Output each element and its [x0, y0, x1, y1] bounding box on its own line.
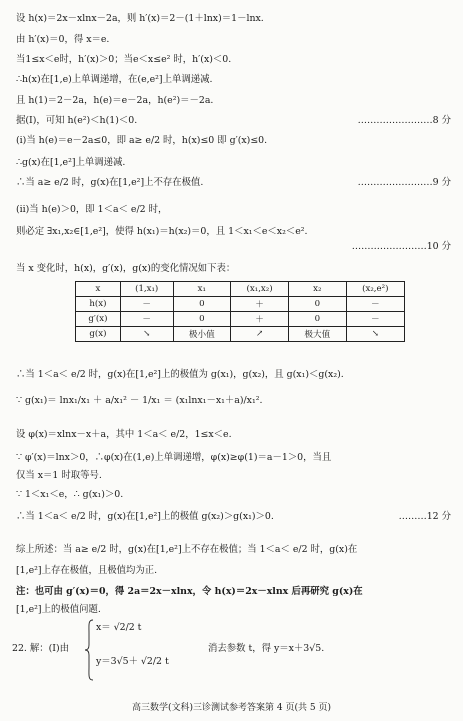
line-22: [1,e²]上存在极值，且极值均为正. — [16, 565, 158, 576]
line-24: [1,e²]上的极值问题. — [16, 604, 101, 615]
table-header-cell: (x₂,e²) — [346, 282, 404, 297]
table-cell: ↗ — [231, 327, 289, 342]
line-4: ∴h(x)在[1,e)上单调递增，在(e,e²]上单调递减. — [16, 74, 213, 85]
line-18: 仅当 x＝1 时取等号. — [16, 470, 102, 481]
line-3: 当1≤x＜e时，h′(x)＞0；当e＜x≤e² 时，h′(x)＜0. — [16, 54, 232, 65]
parametric-eq-y: y＝3√5＋ √2/2 t — [96, 656, 169, 667]
table-cell: 0 — [173, 312, 231, 327]
table-cell: h(x) — [76, 297, 121, 312]
score-mark: ……………………9 分 — [357, 177, 451, 188]
table-cell: － — [120, 312, 173, 327]
variation-table — [75, 281, 405, 342]
line-7: (ⅰ)当 h(e)＝e－2a≤0，即 a≥ e/2 时，h(x)≤0 即 g′(x)≤0. — [16, 135, 268, 146]
parametric-eq-x: x＝ √2/2 t — [96, 622, 142, 633]
line-23: 注：也可由 g′(x)＝0，得 2a＝2x－xlnx，令 h(x)＝2x－xlnx 后再研究 g(x)在 — [16, 586, 363, 597]
table-cell: 0 — [289, 312, 347, 327]
line-20: ∴当 1＜a＜ e/2 时，g(x)在[1,e²]上的极值 g(x₂)＞g(x₁)＞0. ………12 分 — [16, 511, 451, 522]
score-mark: ………12 分 — [398, 511, 451, 522]
table-row — [76, 297, 405, 312]
page-footer: 高三数学(文科)三诊测试参考答案第 4 页(共 5 页) — [132, 703, 331, 713]
table-header-cell: x₁ — [173, 282, 231, 297]
line-19: ∵ 1＜x₁＜e，∴ g(x₁)＞0. — [16, 489, 124, 500]
table-cell: － — [346, 297, 404, 312]
score-mark: ……………………8 分 — [357, 115, 451, 126]
line-13: 当 x 变化时，h(x)，g′(x)，g(x)的变化情况如下表： — [16, 263, 236, 274]
table-row — [76, 327, 405, 342]
eliminate-parameter-text: 消去参数 t，得 y＝x＋3√5. — [208, 643, 325, 654]
line-10: (ⅱ)当 h(e)＞0，即 1＜a＜ e/2 时， — [16, 204, 168, 215]
table-header-cell: (x₁,x₂) — [231, 282, 289, 297]
line-21: 综上所述：当 a≥ e/2 时，g(x)在[1,e²]上不存在极值；当 1＜a＜ e/2 时，g(x)在 — [16, 544, 358, 555]
table-cell: ↘ — [120, 327, 173, 342]
line-1: 设 h(x)＝2x－xlnx－2a，则 h′(x)＝2－(1＋lnx)＝1－lnx. — [16, 13, 264, 24]
table-cell: 极大值 — [289, 327, 347, 342]
line-2: 由 h′(x)＝0，得 x＝e. — [16, 34, 110, 45]
table-header-cell: x — [76, 282, 121, 297]
line-14: ∴当 1＜a＜ e/2 时，g(x)在[1,e²]上的极值为 g(x₁)，g(x₂)，且 g(x₁)＜g(x₂). — [16, 369, 344, 380]
question-22-label: 22. 解：(Ⅰ)由 — [12, 643, 70, 654]
table-cell: g(x) — [76, 327, 121, 342]
table-cell: 极小值 — [173, 327, 231, 342]
table-cell: ＋ — [231, 297, 289, 312]
line-5: 且 h(1)＝2－2a，h(e)＝e－2a，h(e²)＝－2a. — [16, 95, 214, 106]
table-cell: g′(x) — [76, 312, 121, 327]
line-6: 据(Ⅰ)，可知 h(e²)＜h(1)＜0. ……………………8 分 — [16, 115, 451, 126]
table-row — [76, 282, 405, 297]
score-mark: ……………………10 分 — [351, 241, 451, 252]
table-cell: － — [120, 297, 173, 312]
table-header-cell: (1,x₁) — [120, 282, 173, 297]
table-cell: 0 — [289, 297, 347, 312]
table-cell: － — [346, 312, 404, 327]
line-17: ∵ φ′(x)＝lnx＞0，∴φ(x)在(1,e)上单调递增，φ(x)≥φ(1)＝a－1＞0，当且 — [16, 452, 332, 463]
line-8: ∴g(x)在[1,e²]上单调递减. — [16, 157, 126, 168]
table-cell: 0 — [173, 297, 231, 312]
table-row — [76, 312, 405, 327]
table-header-cell: x₂ — [289, 282, 347, 297]
table-cell: ↘ — [346, 327, 404, 342]
table-cell: ＋ — [231, 312, 289, 327]
line-15: ∵ g(x₁)＝ lnx₁/x₁ ＋ a/x₁² － 1/x₁ ＝ (x₁lnx₁－x₁＋a)/x₁². — [16, 395, 263, 406]
line-9: ∴当 a≥ e/2 时，g(x)在[1,e²]上不存在极值. ……………………9 分 — [16, 177, 451, 188]
line-11: 则必定 ∃x₁,x₂∈[1,e²]，使得 h(x₁)＝h(x₂)＝0，且 1＜x₁＜e＜x₂＜e². — [16, 226, 308, 237]
line-16: 设 φ(x)＝xlnx－x＋a，其中 1＜a＜ e/2，1≤x＜e. — [16, 429, 232, 440]
system-brace-icon — [84, 619, 94, 681]
